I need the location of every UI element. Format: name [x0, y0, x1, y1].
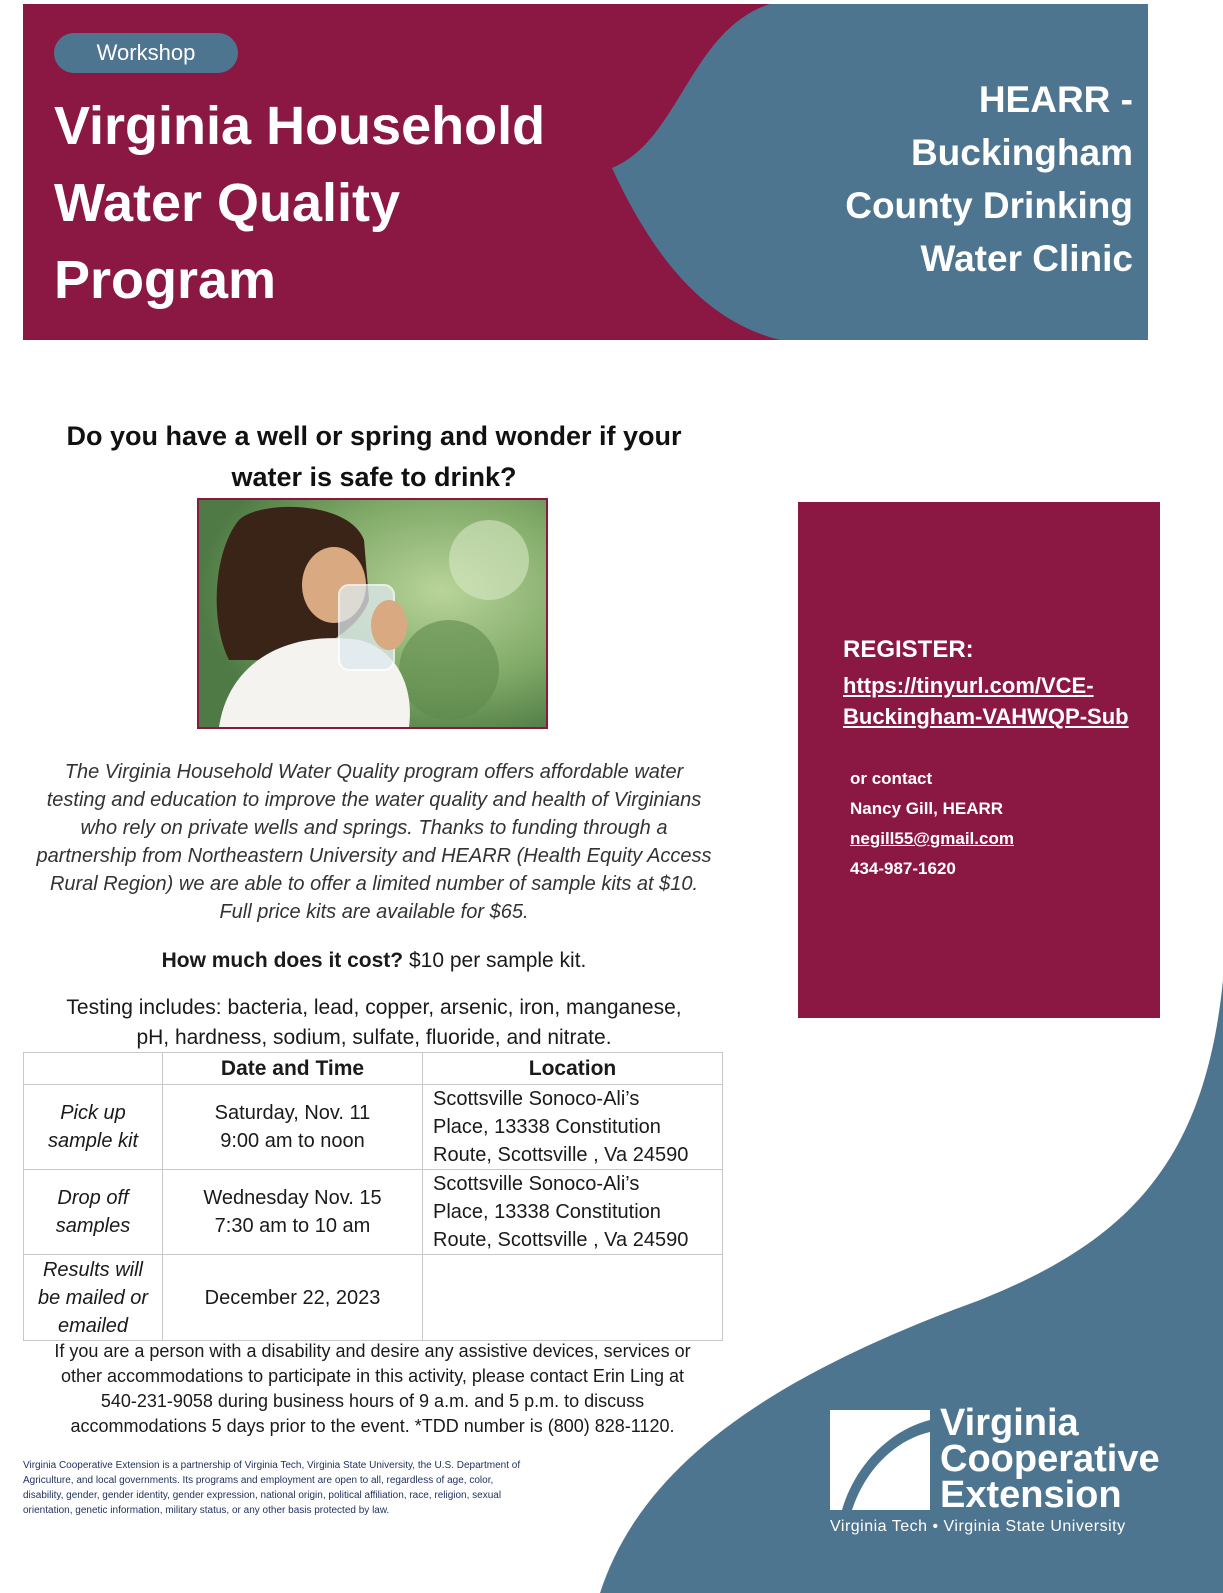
contact-email-link[interactable]: negill55@gmail.com [850, 829, 1014, 848]
row-location [423, 1170, 723, 1255]
register-link[interactable] [843, 670, 1153, 732]
logo-text-line: Extension [940, 1474, 1122, 1516]
accessibility-line: other accommodations to participate in this activity, please contact Erin Ling at [61, 1366, 684, 1386]
row-label-line: Results will [42, 1258, 144, 1281]
accessibility-line: 540-231-9058 during business hours of 9 a.m. and 5 p.m. to discuss [100, 1391, 645, 1411]
table-row [24, 1170, 723, 1255]
clinic-title-line: County Drinking [845, 185, 1133, 226]
clinic-title [793, 73, 1133, 285]
testing-includes [18, 993, 730, 1053]
table-row [24, 1255, 723, 1341]
row-label-line: Pick up [60, 1102, 126, 1124]
register-link-line[interactable]: https://tinyurl.com/VCE- [843, 673, 1094, 698]
register-link-line[interactable]: Buckingham-VAHWQP-Sub [843, 704, 1129, 729]
question-heading [20, 416, 728, 498]
program-description [18, 758, 730, 926]
program-title [54, 88, 614, 319]
row-label-line: sample kit [47, 1130, 139, 1152]
table-row [24, 1085, 723, 1170]
row-label-line: Drop off [57, 1187, 129, 1209]
nondiscrimination-statement [23, 1458, 613, 1518]
table-header-row [24, 1053, 723, 1085]
row-datetime [163, 1085, 423, 1170]
row-location [423, 1085, 723, 1170]
row-label-line: samples [55, 1215, 131, 1237]
description-line: testing and education to improve the water quality and health of Virginians [46, 789, 702, 811]
schedule-table [23, 1052, 723, 1341]
description-line: partnership from Northeastern University and HEARR (Health Equity Access [36, 845, 712, 867]
program-title-line: Virginia Household [54, 96, 546, 156]
description-line: Full price kits are available for $65. [219, 901, 529, 923]
contact-intro: or contact [850, 769, 933, 788]
row-datetime [163, 1255, 423, 1341]
footer-line: Agriculture, and local governments. Its programs and employment are open to all, regardless of age, color, [23, 1475, 494, 1486]
description-line: Rural Region) we are able to offer a limited number of sample kits at $10. [49, 873, 699, 895]
contact-info [850, 764, 1014, 884]
footer-line: disability, gender, gender identity, gender expression, national origin, political affiliation, race, religion, sexual [23, 1490, 502, 1501]
row-location [423, 1255, 723, 1341]
row-label [24, 1085, 163, 1170]
register-box [798, 502, 1160, 1018]
footer-line: Virginia Cooperative Extension is a partnership of Virginia Tech, Virginia State University, the U.S. Department of [23, 1460, 521, 1471]
testing-line: pH, hardness, sodium, sulfate, fluoride, and nitrate. [136, 1026, 612, 1049]
register-label: REGISTER: [843, 636, 974, 663]
row-datetime-line: Saturday, Nov. 11 [214, 1102, 371, 1124]
row-label-line: emailed [57, 1314, 129, 1337]
table-header-location: Location [423, 1053, 723, 1085]
clinic-title-line: Buckingham [910, 132, 1133, 173]
row-location-line: Scottsville Sonoco-Ali’s [433, 1088, 640, 1110]
contact-phone: 434-987-1620 [850, 859, 956, 878]
vce-logo-text [940, 1402, 1160, 1516]
table-header-datetime: Date and Time [163, 1053, 423, 1085]
program-title-line: Water Quality [54, 173, 401, 233]
contact-name: Nancy Gill, HEARR [850, 799, 1004, 818]
row-label [24, 1255, 163, 1341]
row-location-line: Route, Scottsville , Va 24590 [433, 1144, 689, 1166]
row-label [24, 1170, 163, 1255]
row-location-line: Place, 13338 Constitution [433, 1116, 661, 1138]
accessibility-notice [20, 1339, 725, 1439]
description-line: who rely on private wells and springs. Thanks to funding through a [80, 817, 668, 839]
row-location-line: Route, Scottsville , Va 24590 [433, 1229, 689, 1251]
row-location-line: Scottsville Sonoco-Ali’s [433, 1173, 640, 1195]
row-datetime-line: 7:30 am to 10 am [214, 1215, 371, 1237]
row-location-line: Place, 13338 Constitution [433, 1201, 661, 1223]
cost-question: How much does it cost? [161, 949, 404, 972]
accessibility-line: accommodations 5 days prior to the event. *TDD number is (800) 828-1120. [70, 1416, 675, 1436]
row-datetime-line: Wednesday Nov. 15 [203, 1187, 382, 1209]
program-title-line: Program [54, 250, 277, 310]
testing-line: Testing includes: bacteria, lead, copper, arsenic, iron, manganese, [66, 996, 682, 1019]
logo-text-line: Virginia [940, 1402, 1079, 1444]
row-datetime-line: 9:00 am to noon [220, 1130, 365, 1152]
workshop-badge: Workshop [54, 33, 238, 73]
question-line: Do you have a well or spring and wonder if your [66, 421, 682, 451]
clinic-title-line: Water Clinic [920, 238, 1133, 279]
accessibility-line: If you are a person with a disability and desire any assistive devices, services or [54, 1341, 691, 1361]
question-line: water is safe to drink? [231, 462, 517, 492]
table-header-blank [24, 1053, 163, 1085]
row-label-line: be mailed or [37, 1286, 149, 1309]
cost-answer: $10 per sample kit. [403, 949, 587, 972]
footer-line: orientation, genetic information, military status, or any other basis protected by law. [23, 1505, 390, 1516]
clinic-title-line: HEARR - [978, 79, 1133, 120]
vce-logo-subtitle: Virginia Tech • Virginia State University [830, 1518, 1126, 1535]
row-datetime [163, 1170, 423, 1255]
row-datetime-line: December 22, 2023 [204, 1286, 381, 1309]
girl-drinking-water-photo [197, 498, 548, 729]
logo-text-line: Cooperative [940, 1438, 1160, 1480]
cost-line [18, 947, 730, 975]
description-line: The Virginia Household Water Quality program offers affordable water [64, 761, 684, 783]
